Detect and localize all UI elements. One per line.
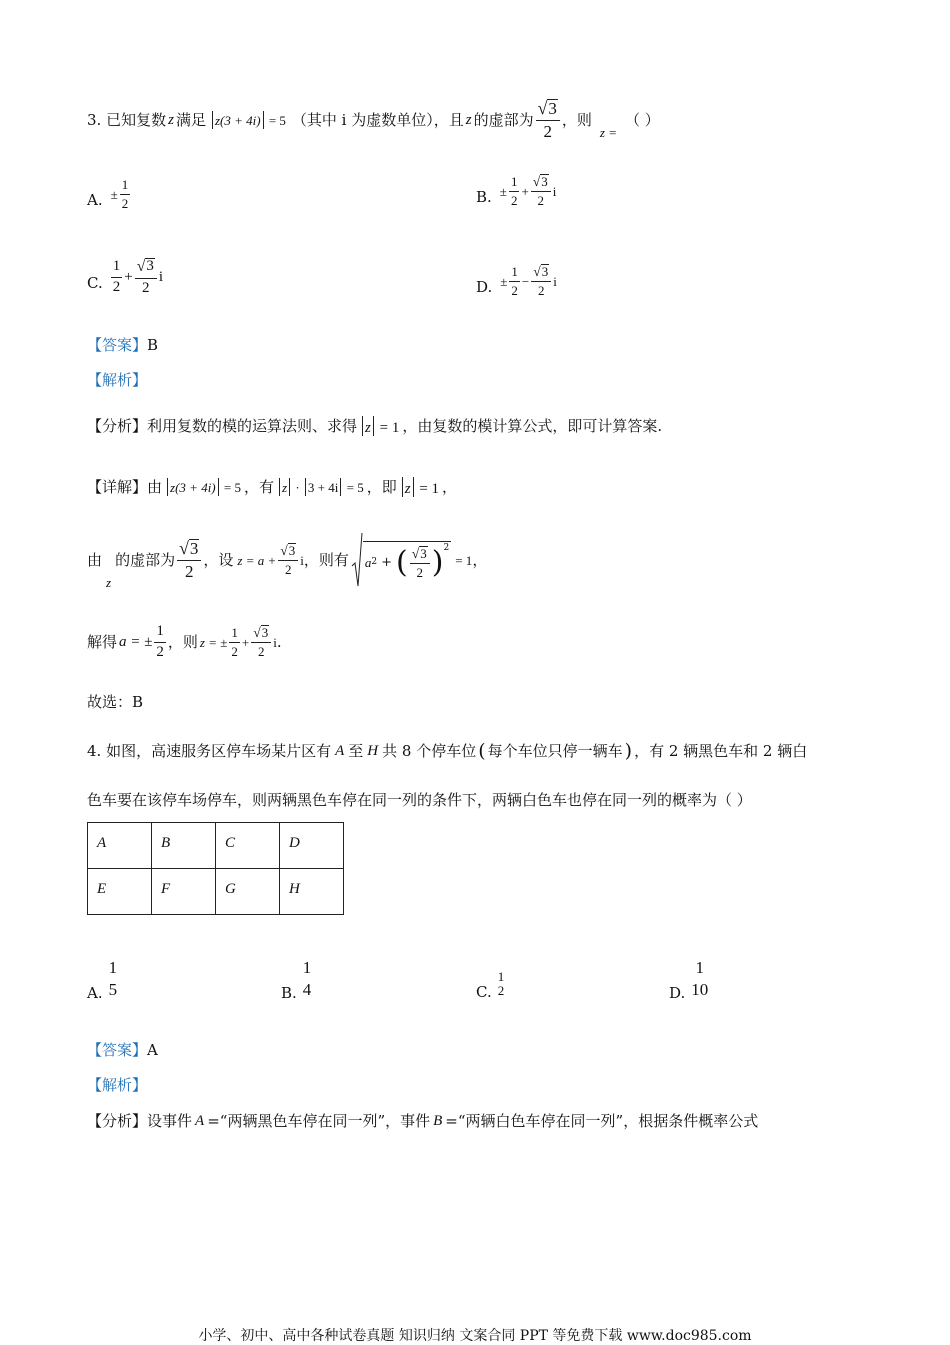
- a3-choose: 故选：B: [87, 693, 144, 711]
- a4-fenxi: 【分析】 设事件 A =“两辆黑色车停在同一列”，事件 B =“两辆白色车停在同一列”，根据条件概率公式: [87, 1111, 759, 1130]
- a4-answer: 【答案】A: [87, 1041, 158, 1059]
- q4-option-b: B. 1 4: [281, 958, 312, 1002]
- q3-option-c: C. $\frac{1}{2}$ + √ 3 2 i: [87, 257, 164, 296]
- q3-paren: （ ）: [625, 110, 660, 129]
- grid-cell: B: [152, 823, 216, 869]
- q3-option-a: A. ± $\frac{1}{2}$: [87, 176, 129, 211]
- q4-option-a: A. 1 5: [87, 958, 118, 1002]
- q3-zeq: z =: [599, 124, 618, 140]
- q3-number: 3. 已知复数: [87, 110, 167, 129]
- parking-grid: [87, 822, 344, 915]
- a3-detail-3: 解得 a = ± $\frac{1}{2}$ ，则 z = ± $\frac{1}{2}$ + √ 3 2 i .: [87, 622, 282, 660]
- grid-cell: D: [280, 823, 344, 869]
- q3-text-3: 的虚部为: [473, 110, 534, 129]
- q4-stem-line1: 4. 如图，高速服务区停车场某片区有 A 至 H 共 8 个停车位 ( 每个车位只停一辆车 ) ，有 2 辆黑色车和 2 辆白: [87, 739, 808, 762]
- a3-analysis-tag: 【解析】: [87, 371, 148, 389]
- q4-option-c: C. 1 2: [476, 969, 505, 1001]
- q3-text-4: ，则: [561, 110, 592, 129]
- q4-stem-line2: 色车要在该停车场停车，则两辆黑色车停在同一列的条件下，两辆白色车也停在同一列的概率为（ ）: [87, 791, 752, 809]
- a3-detail-1: 【详解】 由 z(3 + 4i) = 5 ，有 z · 3 + 4i = 5 ，即 z = 1 ，: [87, 477, 458, 497]
- grid-cell: E: [88, 869, 152, 915]
- sqrt-expression: a 2 + ( √ 3 2 ) $^2$ = 1: [351, 532, 472, 588]
- grid-cell: G: [216, 869, 280, 915]
- q3-text-2: （其中 i 为虚数单位），且: [291, 110, 464, 129]
- q4-option-d: D. 1 10: [669, 958, 709, 1002]
- answer-tag: 【答案】: [87, 336, 148, 354]
- a3-fenxi: 【分析】 利用复数的模的运算法则、求得 z = 1 ，由复数的模计算公式，即可计算答案.: [87, 416, 663, 436]
- a3-answer: 【答案】B: [87, 336, 159, 354]
- grid-cell: F: [152, 869, 216, 915]
- a3-detail-2: 由 z 的虚部为 √ 3 2 ，设 z = a + √ 3 2 i ，则有 a 2 + ( √ 3 2 ) $^2$ = 1 ，: [87, 528, 487, 592]
- a4-analysis-tag: 【解析】: [87, 1076, 148, 1094]
- grid-cell: C: [216, 823, 280, 869]
- q3-modulus: z(3 + 4i) = 5: [210, 111, 286, 129]
- q3-z2: z: [465, 111, 472, 128]
- q3-option-b: B. ± $\frac{1}{2}$ + √ 3 2 i: [476, 173, 557, 208]
- grid-row: [88, 869, 344, 915]
- q3-z: z: [168, 111, 174, 128]
- page-footer: 小学、初中、高中各种试卷真题 知识归纳 文案合同 PPT 等免费下载 www.doc985.com: [198, 1328, 752, 1344]
- grid-cell: H: [280, 869, 344, 915]
- q3-option-d: D. ± $\frac{1}{2}$ − √ 3 2 i: [476, 263, 557, 298]
- q3-stem: [87, 98, 660, 142]
- radical-sign-icon: [351, 532, 363, 588]
- q3-imag-frac: √ 3 2: [536, 99, 560, 141]
- q3-text-1: 满足: [175, 110, 206, 129]
- grid-cell: A: [88, 823, 152, 869]
- grid-row: [88, 823, 344, 869]
